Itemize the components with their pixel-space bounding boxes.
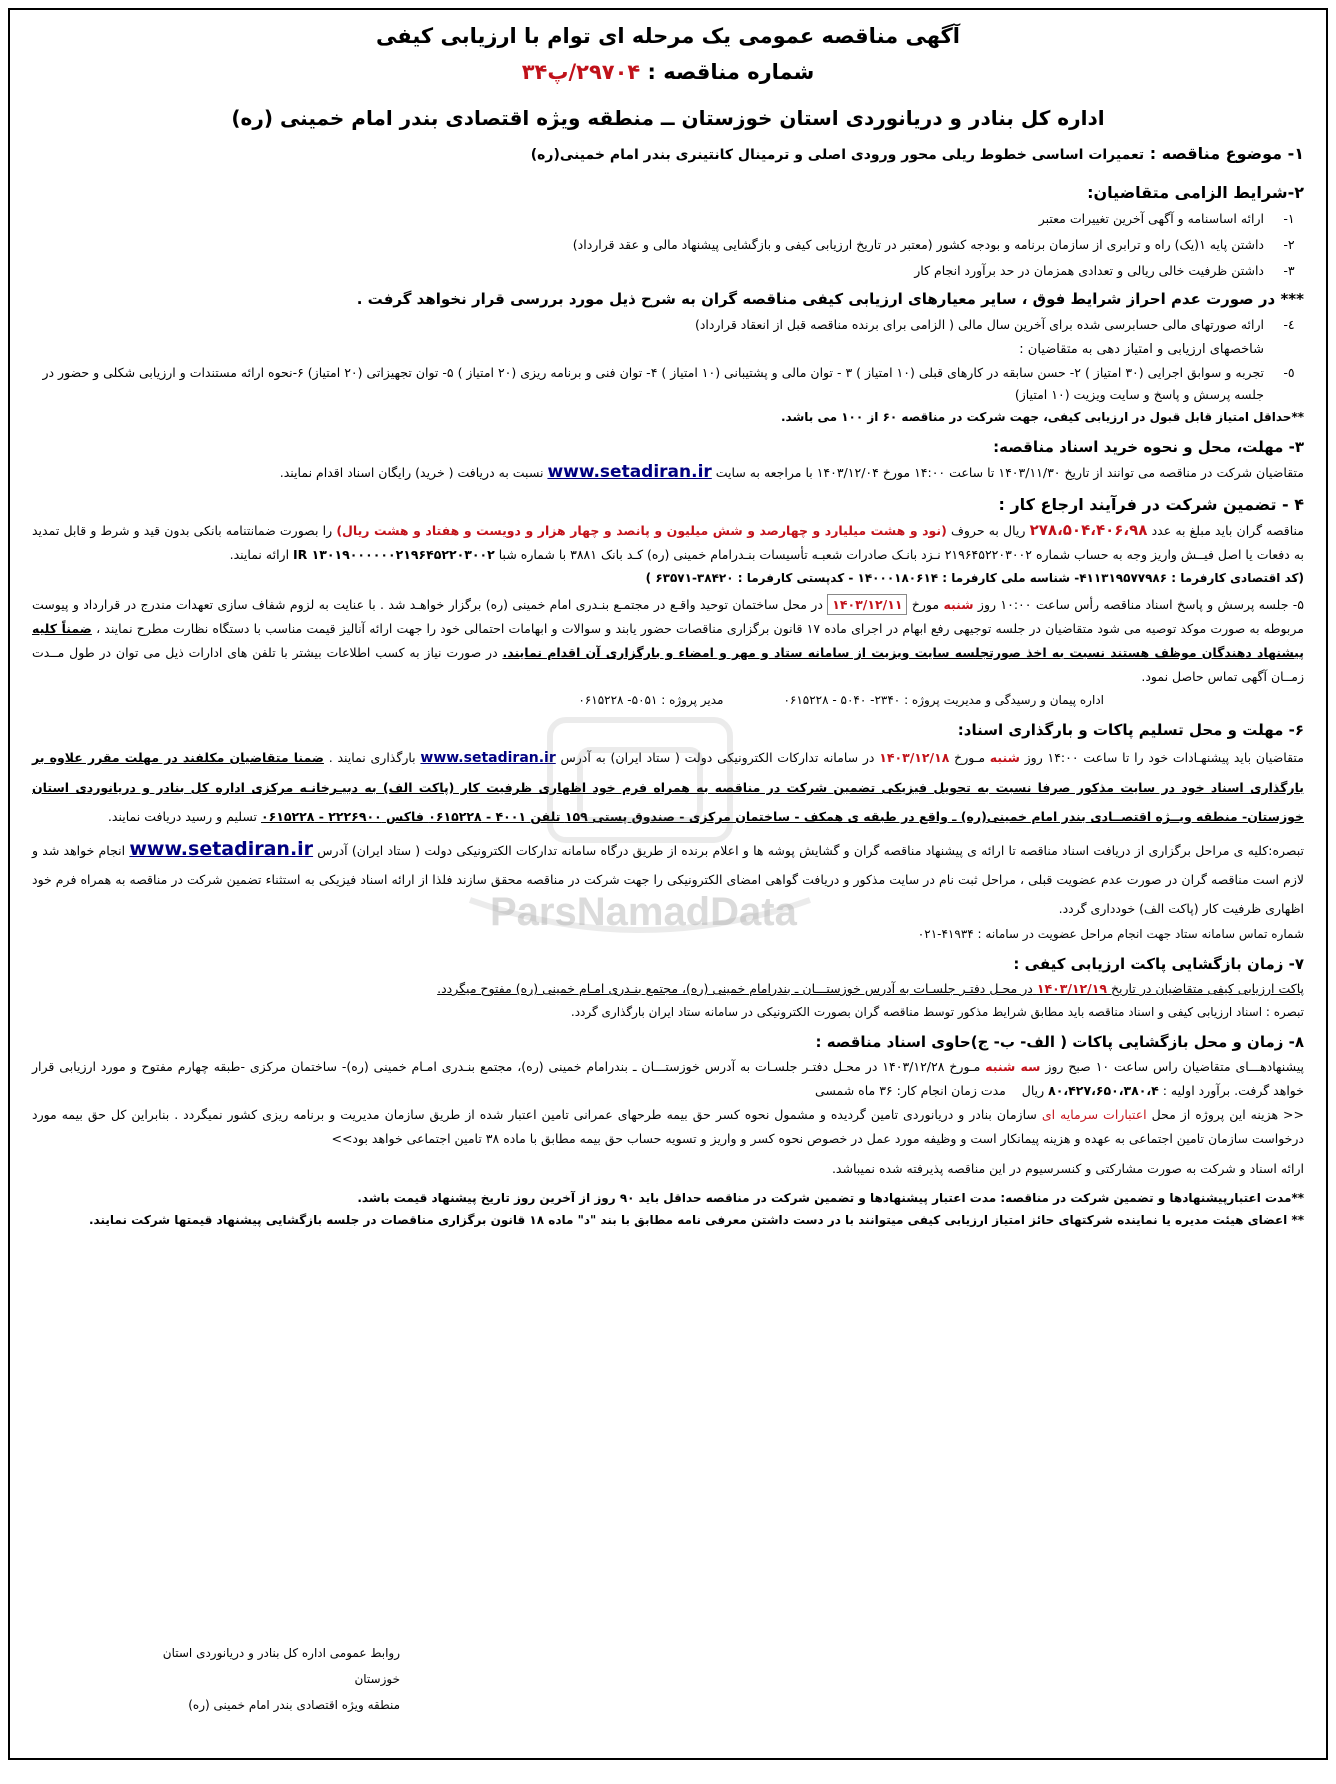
guarantee-amount: ۲۷۸،۵۰۴،۴۰۶،۹۸ [1029,521,1148,539]
watermark-text: ParsNamadData [490,890,797,934]
requirements-note: *** در صورت عدم احراز شرایط فوق ، سایر معیارهای ارزیابی کیفی مناقصه گران به شرح ذیل مورد بررسی قرار نخواهد گرفت . [356,290,1304,308]
signature-line: روابط عمومی اداره کل بنادر و دریانوردی استان خوزستان [162,1646,400,1686]
section-opening-title: ۸- زمان و محل بازگشایی پاکات ( الف- ب- ج)حاوی اسناد مناقصه : [815,1033,1304,1051]
consortium-note: ارائه اسناد و شرکت به صورت مشارکتی و کنسرسیوم در این مناقصه پذیرفته شده نمیباشد. [831,1161,1304,1176]
min-score-note: **حداقل امتیاز قابل قبول در ارزیابی کیفی، جهت شرکت در مناقصه ۶۰ از ۱۰۰ می باشد. [780,410,1304,424]
section-submission-title: ۶- مهلت و محل تسلیم پاکات و بارگذاری اسناد: [957,721,1304,739]
section-documents-title: ۳- مهلت، محل و نحوه خرید اسناد مناقصه: [993,438,1304,456]
section-guarantee-title: ۴ - تضمین شرکت در فرآیند ارجاع کار : [998,495,1304,514]
organization-name: اداره کل بنادر و دریانوردی استان خوزستان ــ منطقه ویژه اقتصادی بندر امام خمینی (ره) [231,106,1105,130]
tender-number: شماره مناقصه : ۲۹۷۰۴/پ۳۴ [521,60,815,84]
tender-notice [8,8,1328,1760]
validity-note: **مدت اعتبارپیشنهادها و تضمین شرکت در مناقصه: مدت اعتبار پیشنهادها و تضمین شرکت در مناقصه حداقل باید ۹۰ روز از آخرین روز تاریخ پیشنهاد قیمت باشد. [357,1191,1304,1205]
requirements-list [32,206,1304,284]
estimate-amount: ۸۰،۴۲۷،۶۵۰،۳۸۰،۴ [1048,1083,1159,1098]
board-note: ** اعضای هیئت مدیره یا نماینده شرکتهای حائز امتیاز ارزیابی کیفی میتوانند با در دست داشتن معرفی نامه مطابق با بند "د" ماده ۱۸ قانون برگزاری مناقصات در جلسه بازگشایی پیشنهاد قیمتها شرکت نمایند. [89,1213,1304,1227]
documents-text: متقاضیان شرکت در مناقصه می توانند از تاریخ ۱۴۰۳/۱۱/۳۰ تا ساعت ۱۴:۰۰ مورخ ۱۴۰۳/۱۲/۰۴ با مراجعه به سایت www.setadiran.ir نسبت به دریافت ( خرید) رایگان اسناد اقدام نمایند. [279,462,1304,482]
section-briefing: ۵- جلسه پرسش و پاسخ اسناد مناقصه رأس ساعت ۱۰:۰۰ روز شنبه مورخ ۱۴۰۳/۱۲/۱۱ در محل ساختمان توحید واقـع در مجتمـع بنـدری امام خمینی (ره) برگزار خواهـد شد . با عنایت به لزوم شفاف سازی تعهدات مندرج در قرارداد و پیوست مربوطه به صورت موکد توصیه می شود متقاضیان در جلسه توجیهی رفع ابهام در اجرای ماده ۱۷ قانون برگزاری مناقصات حضور یابند و سوالات و ابهامات احتمالی خود را جهت ارائه آنالیز قیمت مناسب با دستگاه نظارت مطرح نمایند ، ضمناً کلیه پیشنهاد دهندگان موظف هستند نسبت به اخذ صورتجلسه سایت ویزیت از سامانه ستاد و مهر و امضاء و بارگزاری آن اقدام نمایند. در صورت نیاز به کسب اطلاعات بیشتر با تلفن های ادارات ذیل می توان در طول مــدت زمــان آگهی تماس حاصل نمود. [32,593,1304,689]
submission-text: متقاضیان باید پیشنهـادات خود را تا ساعت ۱۴:۰۰ روز شنبه مـورخ ۱۴۰۳/۱۲/۱۸ در سامانه تدارکات الکترونیکی دولت ( ستاد ایران) به آدرس www.setadiran.ir بارگذاری نمایند . ضمنا متقاضیان مکلفند در مهلت مقرر علاوه بر بارگذاری اسناد خود در سایت مذکور صرفا نسبت به تحویل فیزیکی تضمین شرکت در مناقصه به همراه فرم خود اظهاری ظرفیت کار (پاکت الف) به دبیـرخانـه مرکزی اداره کل بنادر و دریانوردی استان خوزستان- منطقه ویــژه اقتصــادی بندر امام خمینی(ره) ـ واقع در طبقه ی همکف - ساختمان مرکزی - صندوق پستی ۱۵۹ تلفن ۴۰۰۱ - ۰۶۱۵۲۲۸ فاکس ۲۲۲۶۹۰۰ - ۰۶۱۵۲۲۸ تسلیم و رسید دریافت نمایند. [32,750,1304,824]
signature-line: منطقه ویژه اقتصادی بندر امام خمینی (ره) [188,1698,400,1712]
guarantee-amount-words: (نود و هشت میلیارد و چهارصد و شش میلیون و پانصد و چهار هزار و دویست و هفتاد و هشت ریال) [336,523,947,538]
list-item: ٥- تجربه و سوابق اجرایی (۳۰ امتیاز ) ۲- حسن سابقه در کارهای قبلی (۱۰ امتیاز ) ۳ - توان مالی و پشتیبانی (۱۰ امتیاز ) ۴- توان فنی و برنامه ریزی (۲۰ امتیاز ) ۵- توان تجهیزاتی (۲۰ امتیاز) ۶-نحوه ارائه مستندات و ارزیابی شکلی و حضور در جلسه پرسش و پاسخ و سایت ویزیت (۱۰ امتیاز) [42,365,1295,402]
tender-number-value: ۲۹۷۰۴/پ۳۴ [521,60,641,84]
quality-opening-note: تبصره : اسناد ارزیابی کیفی و اسناد مناقصه باید مطابق شرایط مذکور توسط مناقصه گران بصورت الکترونیکی در سامانه ستاد ایران بارگذاری گردد. [570,1005,1304,1019]
setadiran-link[interactable]: www.setadiran.ir [547,462,712,482]
notice-title: آگهی مناقصه عمومی یک مرحله ای توام با ارزیابی کیفی [376,24,960,48]
setadiran-link[interactable]: www.setadiran.ir [420,750,556,766]
sheba-number: IR ۱۳۰۱۹۰۰۰۰۰۰۲۱۹۶۴۵۲۲۰۳۰۰۲ [293,547,495,562]
list-item: ۲- داشتن پایه ۱(یک) راه و ترابری از سازمان برنامه و بودجه کشور (معتبر در تاریخ ارزیابی کیفی و بازگشایی پیشنهاد مالی و عقد قرارداد) [572,237,1295,252]
criteria-title: شاخصهای ارزیابی و امتیاز دهی به متقاضیان : [1019,342,1264,357]
list-item: ٤- ارائه صورتهای مالی حسابرسی شده برای آخرین سال مالی ( الزامی برای برنده مناقصه قبل از انعقاد قرارداد) [694,317,1295,332]
quality-opening-text: پاکت ارزیابی کیفی متقاضیان در تاریخ ۱۴۰۳/۱۲/۱۹ در محـل دفتـر جلسـات به آدرس خوزستـــان ـ بندرامام خمینی (ره)، مجتمع بنـدری امـام خمینی (ره) مفتوح میگردد. [437,981,1304,996]
list-item: ۳- داشتن ظرفیت خالی ریالی و تعدادی همزمان در حد برآورد انجام کار [914,263,1295,278]
submission-note: تبصره:کلیه ی مراحل برگزاری از دریافت اسناد مناقصه تا ارائه ی پیشنهاد مناقصه گران و گشایش پوشه ها و اعلام برنده از طریق درگاه سامانه تدارکات الکترونیکی دولت ( ستاد ایران) آدرس www.setadiran.ir انجام خواهد شد و لازم است مناقصه گران در صورت عدم عضویت قبلی ، مراحل ثبت نام در سایت مذکور و دریافت گواهی امضای الکترونیکی را جهت شرکت در مناقصه محقق سازند فلذا از ارائه اسناد فیزیکی به استثناء تضمین شرکت در مناقصه به همراه فرم خود اظهاری ظرفیت کار (پاکت الف) خودداری گردد. [32,838,1305,916]
section-subject: ۱- موضوع مناقصه : تعمیرات اساسی خطوط ریلی محور ورودی اصلی و ترمینال کانتینری بندر امام خمینی(ره) [530,144,1304,163]
section-requirements-title: ۲-شرایط الزامی متقاضیان: [1087,183,1304,202]
opening-text: پیشنهادهـــای متقاضیان راس ساعت ۱۰ صبح روز سه شنبه مـورخ ۱۴۰۳/۱۲/۲۸ در محـل دفتـر جلسـات به آدرس خوزستـــان ـ بندرامام خمینی (ره)، مجتمع بنـدری امـام خمینی (ره)- ساختمان مرکزی -طبقه چهارم مفتوح و مورد ارزیابی قرار خواهد گرفت. برآورد اولیه : ۸۰،۴۲۷،۶۵۰،۳۸۰،۴ ریال مدت زمان انجام کار: ۳۶ ماه شمسی [32,1059,1304,1098]
contact-phones: اداره پیمان و رسیدگی و مدیریت پروژه : ۲۳۴۰- ۵۰۴۰ - ۰۶۱۵۲۲۸ مدیر پروژه : ۵۰۵۱- ۰۶۱۵۲۲۸ [578,693,1104,707]
list-item: ۱- ارائه اساسنامه و آگهی آخرین تغییرات معتبر [1038,211,1295,226]
support-phone: شماره تماس سامانه ستاد جهت انجام مراحل عضویت در سامانه : ۴۱۹۳۴-۰۲۱ [917,927,1304,941]
setadiran-link[interactable]: www.setadiran.ir [129,838,314,860]
employer-codes: (کد اقتصادی کارفرما : ۴۱۱۳۱۹۵۷۷۹۸۶- شناسه ملی کارفرما : ۱۴۰۰۰۱۸۰۶۱۴ - کدپستی کارفرما : ۳۸۴۲۰-۶۳۵۷۱ ) [645,571,1304,585]
signature-block [140,1640,400,1718]
section-quality-opening-title: ۷- زمان بازگشایی پاکت ارزیابی کیفی : [1013,955,1304,973]
funding-text: << هزینه این پروژه از محل اعتبارات سرمایه ای سازمان بنادر و دریانوردی تامین گردیده و مشمول نحوه کسر حق بیمه طرحهای عمرانی تامین اعتبار شده از طریق سازمان مدیریت و برنامه ریزی کشور نمیگردد . بنابراین کل حق بیمه مورد درخواست سازمان تامین اجتماعی به عهده و هزینه پیمانکار است و وظیفه مورد عمل در خصوص نحوه کسر و واریز و تسویه حساب حق بیمه مطابق با ماده ۳۸ تامین اجتماعی خواهد بود>> [32,1107,1304,1146]
guarantee-text: مناقصه گران باید مبلغ به عدد ۲۷۸،۵۰۴،۴۰۶،۹۸ ریال به حروف (نود و هشت میلیارد و چهارصد و شش میلیون و پانصد و چهار هزار و دویست و هفتاد و هشت ریال) را بصورت ضمانتنامه بانکی بدون قید و شرط و قابل تمدید به دفعات یا اصل فیــش واریز وجه به حساب شماره ۲۱۹۶۴۵۲۲۰۳۰۰۲ نـزد بانـک صادرات شعبـه تأسیسات بنـدرامام خمینی (ره) کـد بانک ۳۸۸۱ با شماره شبا IR ۱۳۰۱۹۰۰۰۰۰۰۲۱۹۶۴۵۲۲۰۳۰۰۲ ارائه نمایند. [32,521,1304,562]
